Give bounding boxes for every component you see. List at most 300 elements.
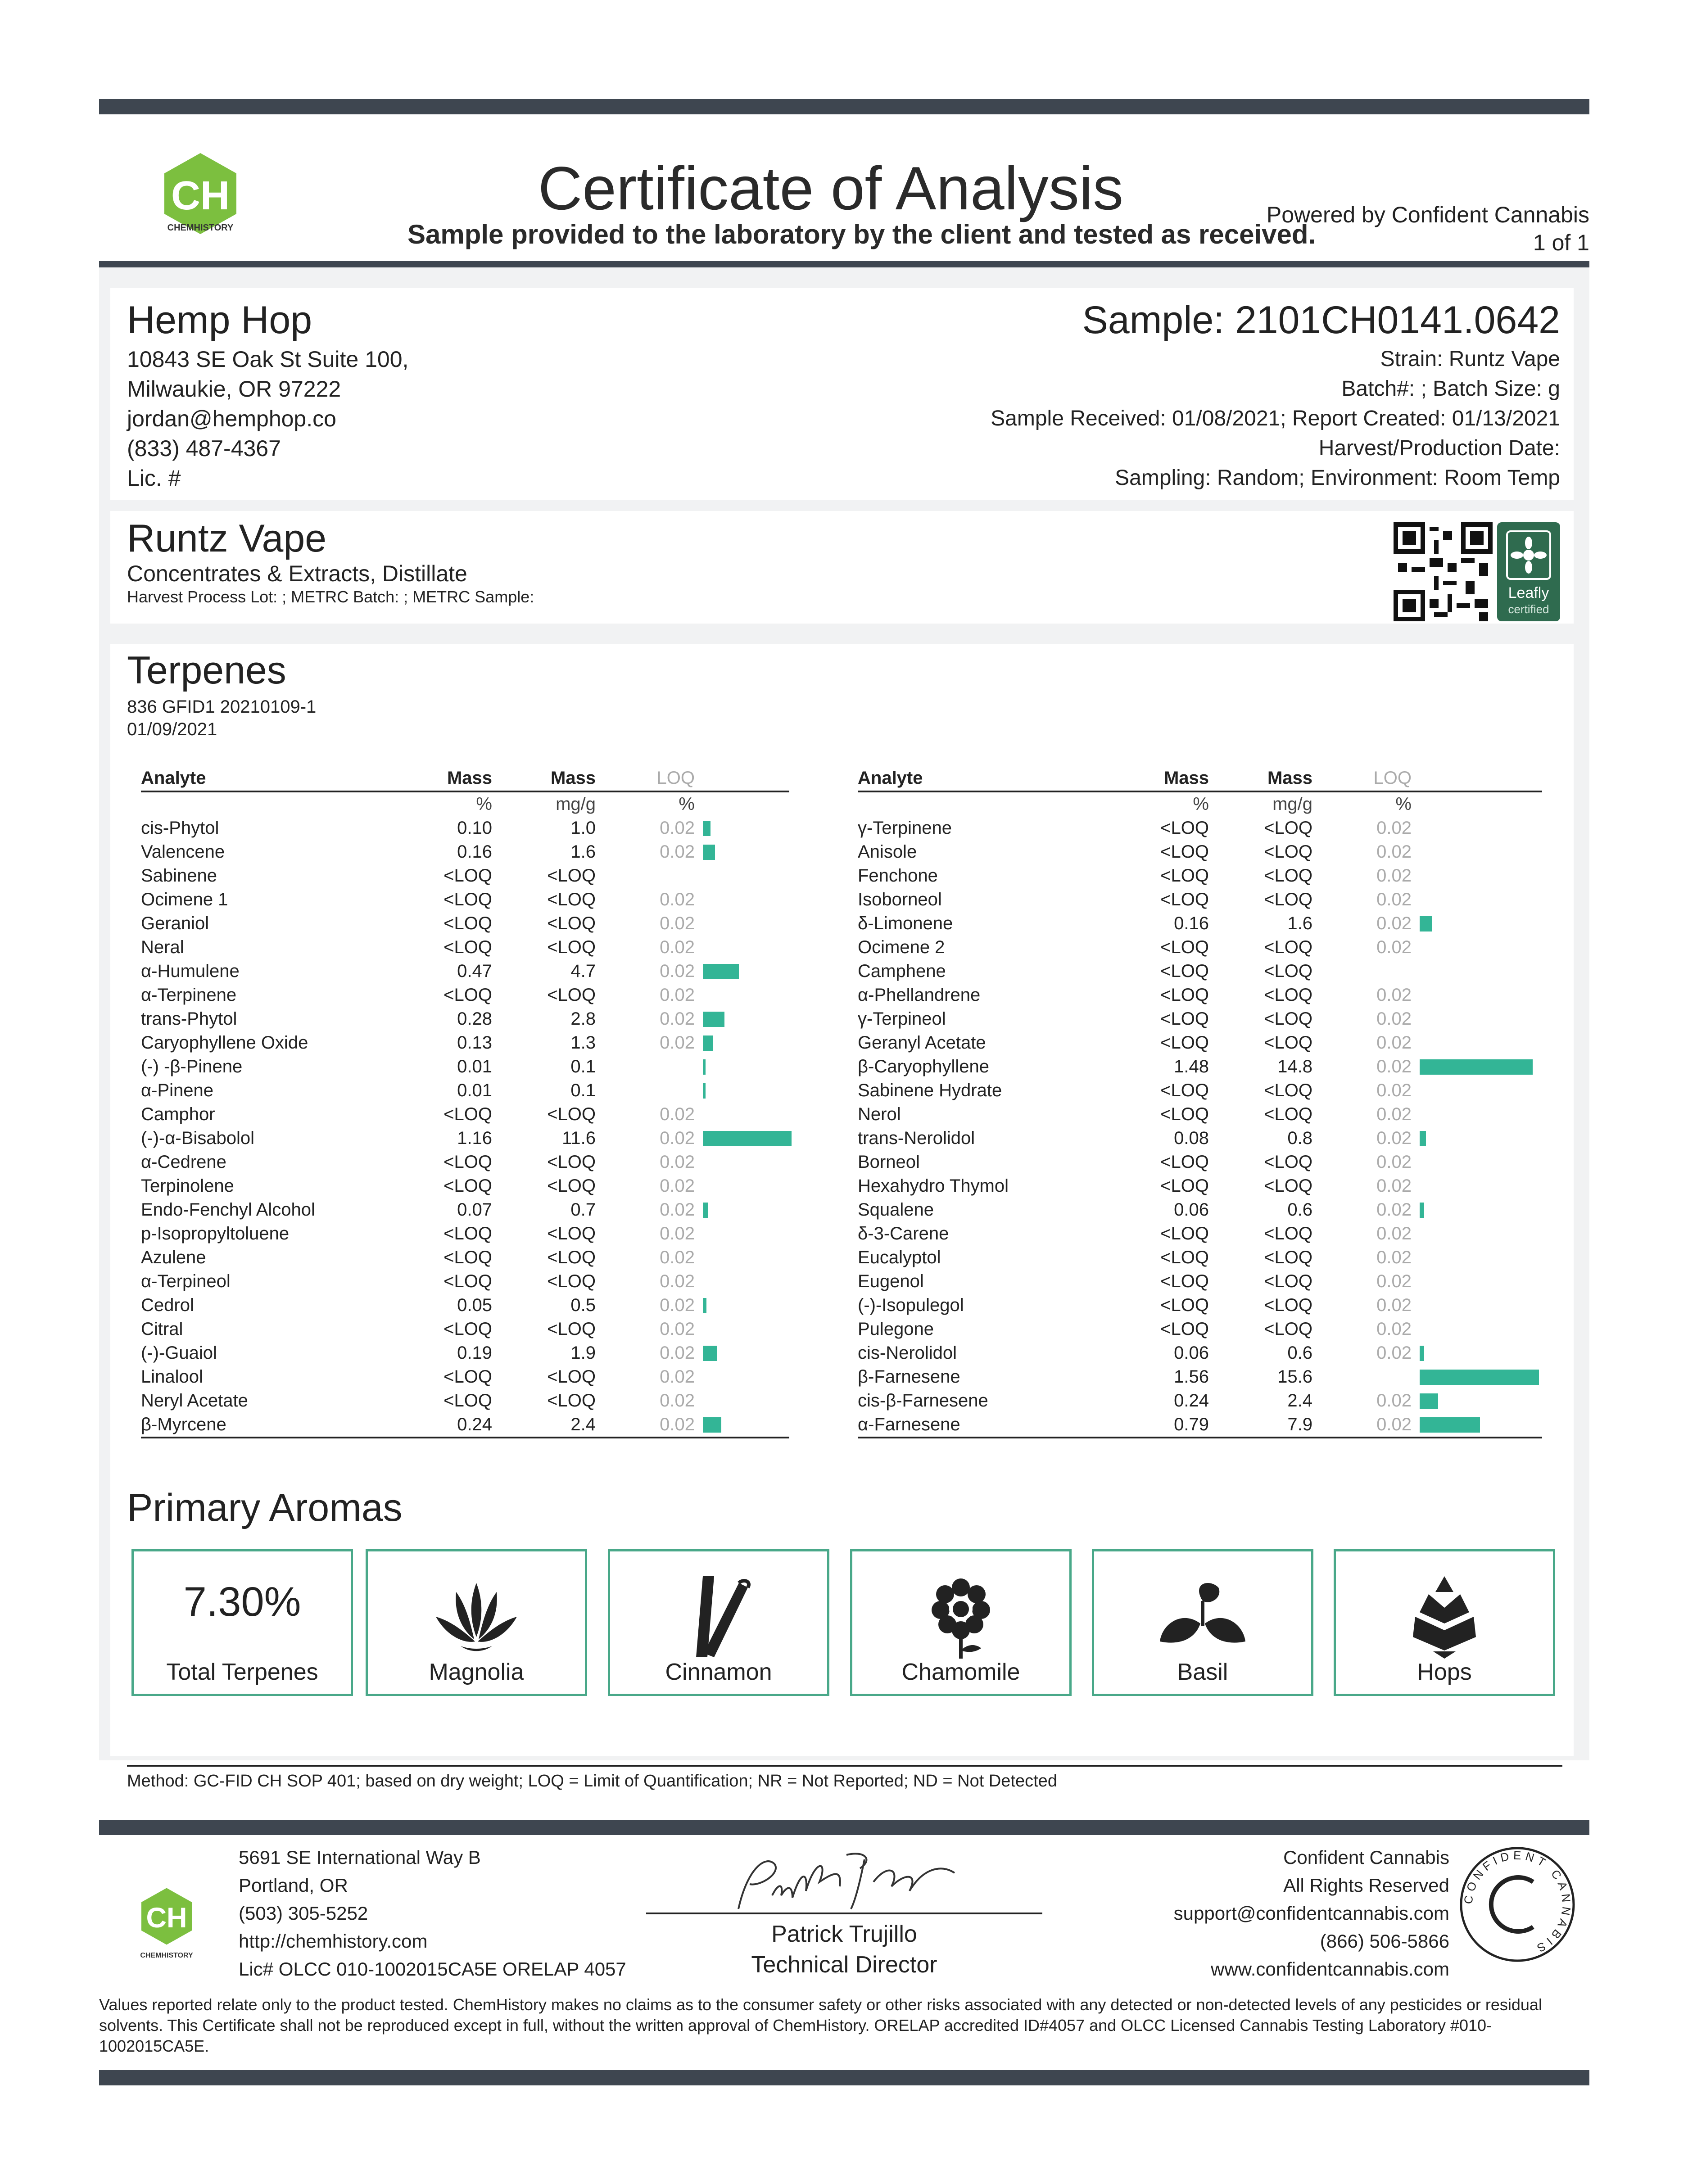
- col-bar: [695, 765, 789, 791]
- mass-mgg: <LOQ: [1264, 961, 1312, 981]
- table-row: [858, 816, 1542, 840]
- bar-cell: [695, 816, 789, 840]
- unit-cell: [141, 791, 420, 816]
- analyte-name: trans-Phytol: [141, 1009, 237, 1029]
- table-row: [141, 888, 789, 912]
- mass-percent: 0.79: [1137, 1413, 1209, 1438]
- table-row: [141, 840, 789, 864]
- chemhistory-logo: [158, 151, 243, 250]
- loq-value: 0.02: [660, 1104, 695, 1124]
- chemhistory-footer-logo: [135, 1886, 198, 1963]
- loq-value: 0.02: [1376, 1200, 1412, 1220]
- client-phone: (833) 487-4367: [127, 436, 281, 461]
- analyte-name: trans-Nerolidol: [858, 1128, 975, 1148]
- bar-cell: [1412, 1413, 1542, 1438]
- bar-cell: [695, 983, 789, 1007]
- mass-percent: <LOQ: [1160, 890, 1209, 909]
- top-rule: [99, 99, 1589, 114]
- mass-percent: <LOQ: [1160, 1224, 1209, 1243]
- table-row: [858, 1341, 1542, 1365]
- table-row: [858, 1389, 1542, 1413]
- table-row: [858, 1031, 1542, 1055]
- terpene-bar: [1420, 1203, 1424, 1218]
- analyte-name: Neral: [141, 937, 184, 957]
- table-row: [858, 1055, 1542, 1079]
- lab-license: Lic# OLCC 010-1002015CA5E ORELAP 4057: [239, 1958, 626, 1980]
- table-row: [858, 936, 1542, 959]
- aroma-label-hops: Hops: [1417, 1659, 1472, 1685]
- analyte-name: β-Farnesene: [858, 1367, 960, 1387]
- bar-cell: [1412, 1079, 1542, 1103]
- analyte-name: Caryophyllene Oxide: [141, 1033, 308, 1053]
- mass-percent: 0.05: [457, 1295, 492, 1315]
- loq-value: 0.02: [1376, 1248, 1412, 1267]
- aroma-box-magnolia: [366, 1549, 587, 1696]
- svg-text:CH: CH: [146, 1902, 187, 1934]
- analyte-name: Hexahydro Thymol: [858, 1176, 1009, 1196]
- mass-mgg: 0.1: [570, 1057, 596, 1076]
- chemhistory-hexagon-small-icon: [135, 1886, 198, 1949]
- mass-percent: 0.24: [1174, 1391, 1209, 1411]
- loq-value: 0.02: [660, 913, 695, 933]
- svg-text:CONFIDENT CANNABIS: CONFIDENT CANNABIS: [1461, 1848, 1574, 1957]
- hops-icon: [1397, 1574, 1492, 1659]
- bar-cell: [1412, 816, 1542, 840]
- table-row: [141, 983, 789, 1007]
- lab-address-line2: Portland, OR: [239, 1875, 348, 1896]
- sample-sampling: Sampling: Random; Environment: Room Temp: [1115, 466, 1560, 490]
- table-row: [858, 1413, 1542, 1438]
- bar-cell: [1412, 864, 1542, 888]
- mass-percent: 0.06: [1174, 1343, 1209, 1363]
- mass-percent: 0.16: [1174, 913, 1209, 933]
- terpene-bar: [703, 1059, 706, 1075]
- analyte-name: Citral: [141, 1319, 183, 1339]
- loq-value: 0.02: [1376, 1391, 1412, 1411]
- unit-cell: %: [679, 794, 695, 814]
- table-row: [858, 1317, 1542, 1341]
- unit-cell: mg/g: [556, 794, 596, 814]
- mass-mgg: <LOQ: [547, 913, 596, 933]
- bar-cell: [695, 1055, 789, 1079]
- loq-value: 0.02: [660, 985, 695, 1005]
- mass-percent: <LOQ: [443, 937, 492, 957]
- analyte-name: α-Farnesene: [858, 1413, 1137, 1438]
- bar-cell: [695, 1007, 789, 1031]
- loq-value: 0.02: [1376, 866, 1412, 886]
- analyte-name: Pulegone: [858, 1319, 934, 1339]
- mass-mgg: 1.9: [570, 1343, 596, 1363]
- aroma-label-magnolia: Magnolia: [429, 1659, 524, 1685]
- analyte-name: Fenchone: [858, 866, 938, 886]
- mass-mgg: <LOQ: [547, 937, 596, 957]
- terpene-bar: [703, 1083, 706, 1099]
- bar-cell: [695, 1413, 789, 1438]
- loq-value: 0.02: [1376, 937, 1412, 957]
- table-row: [858, 1365, 1542, 1389]
- terpenes-table-right: [858, 765, 1542, 1438]
- loq-value: 0.02: [1376, 818, 1412, 838]
- product-category: Concentrates & Extracts, Distillate: [127, 561, 467, 586]
- loq-value: 0.02: [1376, 1224, 1412, 1243]
- lab-website-link[interactable]: http://chemhistory.com: [239, 1931, 428, 1952]
- bar-cell: [695, 1126, 789, 1150]
- mass-percent: <LOQ: [1160, 1152, 1209, 1172]
- loq-value: 0.02: [660, 1176, 695, 1196]
- terpene-bar: [1420, 1370, 1539, 1385]
- mass-percent: 0.19: [457, 1343, 492, 1363]
- analyte-name: Borneol: [858, 1152, 920, 1172]
- table-row: [858, 1246, 1542, 1270]
- analyte-name: γ-Terpinene: [858, 818, 952, 838]
- table-row: [141, 1031, 789, 1055]
- terpene-bar: [1420, 1131, 1426, 1146]
- bar-cell: [695, 1293, 789, 1317]
- bar-cell: [1412, 1293, 1542, 1317]
- loq-value: 0.02: [660, 1271, 695, 1291]
- analyte-name: Valencene: [141, 842, 225, 862]
- bar-cell: [1412, 1055, 1542, 1079]
- mass-mgg: <LOQ: [1264, 1271, 1312, 1291]
- analyte-name: δ-3-Carene: [858, 1224, 949, 1243]
- mass-mgg: <LOQ: [1264, 1033, 1312, 1053]
- bar-cell: [695, 1246, 789, 1270]
- signature-line: [646, 1913, 1042, 1914]
- signer-name: Patrick Trujillo: [771, 1921, 917, 1947]
- table-row: [141, 1341, 789, 1365]
- method-rule: [127, 1765, 1562, 1767]
- signer-title: Technical Director: [751, 1952, 937, 1978]
- cc-name: Confident Cannabis: [1283, 1847, 1449, 1868]
- bar-cell: [1412, 983, 1542, 1007]
- terpene-bar: [703, 1346, 717, 1361]
- loq-value: 0.02: [660, 1295, 695, 1315]
- table-row: [141, 1317, 789, 1341]
- page-title: Certificate of Analysis: [538, 154, 1124, 222]
- mass-percent: <LOQ: [443, 1152, 492, 1172]
- loq-value: 0.02: [1376, 1081, 1412, 1100]
- total-terpenes-value: 7.30%: [183, 1579, 301, 1625]
- analyte-name: Linalool: [141, 1367, 203, 1387]
- mass-mgg: <LOQ: [1264, 890, 1312, 909]
- mass-percent: 1.48: [1174, 1057, 1209, 1076]
- client-license: Lic. #: [127, 466, 181, 491]
- lab-address-line1: 5691 SE International Way B: [239, 1847, 481, 1868]
- col-analyte: Analyte: [141, 765, 420, 791]
- mass-mgg: <LOQ: [547, 1271, 596, 1291]
- analyte-name: α-Pinene: [141, 1081, 213, 1100]
- aroma-label-cinnamon: Cinnamon: [665, 1659, 772, 1685]
- mass-mgg: 7.9: [1209, 1413, 1312, 1438]
- table-row: [141, 1222, 789, 1246]
- mass-percent: 0.01: [457, 1057, 492, 1076]
- terpene-bar: [703, 1012, 724, 1027]
- mass-percent: 0.28: [457, 1009, 492, 1029]
- unit-cell: mg/g: [1272, 794, 1312, 814]
- terpene-bar: [1420, 1059, 1533, 1075]
- mass-mgg: <LOQ: [1264, 1081, 1312, 1100]
- bar-cell: [1412, 1126, 1542, 1150]
- bar-cell: [1412, 1270, 1542, 1293]
- analyte-name: Squalene: [858, 1200, 934, 1220]
- table-row: [141, 959, 789, 983]
- table-row: [141, 936, 789, 959]
- mass-percent: 0.01: [457, 1081, 492, 1100]
- analyte-name: Eucalyptol: [858, 1248, 941, 1267]
- page-number: 1 of 1: [1533, 230, 1589, 255]
- loq-value: 0.02: [660, 842, 695, 862]
- mass-percent: 0.07: [457, 1200, 492, 1220]
- analyte-name: (-) -β-Pinene: [141, 1057, 243, 1076]
- loq-value: 0.02: [660, 890, 695, 909]
- mass-mgg: <LOQ: [1264, 985, 1312, 1005]
- mass-percent: <LOQ: [443, 866, 492, 886]
- table-row: [141, 864, 789, 888]
- table-row: [141, 1126, 789, 1150]
- aroma-box-hops: [1334, 1549, 1555, 1696]
- loq-value: 0.02: [1312, 1413, 1412, 1438]
- mass-mgg: 0.6: [1287, 1200, 1312, 1220]
- analyte-name: Sabinene Hydrate: [858, 1081, 1002, 1100]
- analyte-name: p-Isopropyltoluene: [141, 1224, 290, 1243]
- mass-mgg: 4.7: [570, 961, 596, 981]
- sample-strain: Strain: Runtz Vape: [1380, 347, 1560, 371]
- product-card: [110, 511, 1574, 624]
- mass-percent: 0.13: [457, 1033, 492, 1053]
- loq-value: 0.02: [1376, 1295, 1412, 1315]
- table-row: [141, 1174, 789, 1198]
- loq-value: 0.02: [1376, 1176, 1412, 1196]
- signature-image: [729, 1841, 964, 1918]
- bar-cell: [695, 1174, 789, 1198]
- mass-mgg: <LOQ: [1264, 1176, 1312, 1196]
- leafly-caption: certified: [1508, 602, 1549, 616]
- loq-value: 0.02: [660, 1033, 695, 1053]
- mass-percent: 0.10: [457, 818, 492, 838]
- loq-value: 0.02: [660, 1152, 695, 1172]
- mass-mgg: 11.6: [562, 1128, 596, 1148]
- loq-value: 0.02: [660, 1319, 695, 1339]
- units-row: [858, 791, 1542, 816]
- analyte-name: Geraniol: [141, 913, 209, 933]
- mass-mgg: <LOQ: [1264, 1319, 1312, 1339]
- loq-value: 0.02: [1376, 913, 1412, 933]
- analyte-name: α-Phellandrene: [858, 985, 981, 1005]
- loq-value: 0.02: [660, 1009, 695, 1029]
- mass-mgg: <LOQ: [547, 1367, 596, 1387]
- aroma-box-chamomile: [850, 1549, 1072, 1696]
- cc-website-link[interactable]: www.confidentcannabis.com: [1211, 1958, 1449, 1980]
- analyte-name: (-)-Isopulegol: [858, 1295, 964, 1315]
- page-subtitle: Sample provided to the laboratory by the client and tested as received.: [407, 219, 1316, 249]
- analyte-name: cis-Nerolidol: [858, 1343, 957, 1363]
- table-row: [141, 1270, 789, 1293]
- bar-cell: [695, 1341, 789, 1365]
- mass-percent: <LOQ: [1160, 1104, 1209, 1124]
- analyte-name: Terpinolene: [141, 1176, 234, 1196]
- table-row: [858, 1150, 1542, 1174]
- bar-cell: [695, 864, 789, 888]
- terpenes-table-left: [141, 765, 789, 1438]
- loq-value: 0.02: [1376, 1152, 1412, 1172]
- terpene-bar: [1420, 1393, 1438, 1409]
- table-row: [858, 1198, 1542, 1222]
- bar-cell: [1412, 1150, 1542, 1174]
- footer-logo-caption: CHEMHISTORY: [140, 1952, 193, 1959]
- mass-mgg: 2.8: [570, 1009, 596, 1029]
- mass-percent: <LOQ: [1160, 1248, 1209, 1267]
- mass-mgg: <LOQ: [547, 1152, 596, 1172]
- mass-percent: <LOQ: [443, 1104, 492, 1124]
- terpenes-heading: Terpenes: [127, 649, 286, 692]
- mass-percent: <LOQ: [443, 890, 492, 909]
- bar-cell: [695, 1270, 789, 1293]
- loq-value: 0.02: [1376, 1128, 1412, 1148]
- mass-mgg: <LOQ: [1264, 937, 1312, 957]
- bar-cell: [1412, 1246, 1542, 1270]
- analyte-name: γ-Terpineol: [858, 1009, 946, 1029]
- mass-mgg: 0.6: [1287, 1343, 1312, 1363]
- mass-mgg: <LOQ: [1264, 1152, 1312, 1172]
- mass-percent: 1.56: [1174, 1367, 1209, 1387]
- mass-percent: <LOQ: [443, 1224, 492, 1243]
- bar-cell: [695, 1031, 789, 1055]
- bar-cell: [695, 888, 789, 912]
- loq-value: 0.02: [1376, 1057, 1412, 1076]
- product-name: Runtz Vape: [127, 517, 327, 560]
- loq-value: 0.02: [660, 1367, 695, 1387]
- bar-cell: [695, 1079, 789, 1103]
- bar-cell: [1412, 936, 1542, 959]
- loq-value: 0.02: [1376, 890, 1412, 909]
- loq-value: 0.02: [1376, 1271, 1412, 1291]
- loq-value: 0.02: [1376, 1319, 1412, 1339]
- mass-mgg: <LOQ: [1264, 1104, 1312, 1124]
- bar-cell: [1412, 888, 1542, 912]
- table-row: [141, 1055, 789, 1079]
- table-row: [858, 1126, 1542, 1150]
- analyte-name: Ocimene 2: [858, 937, 945, 957]
- col-loq: LOQ: [596, 765, 695, 791]
- client-email: jordan@hemphop.co: [127, 406, 336, 431]
- mass-percent: <LOQ: [443, 1367, 492, 1387]
- table-row: [141, 816, 789, 840]
- loq-value: 0.02: [596, 1413, 695, 1438]
- table-row: [141, 1007, 789, 1031]
- analyte-name: Camphene: [858, 961, 946, 981]
- units-row: [141, 791, 789, 816]
- bar-cell: [695, 1222, 789, 1246]
- mass-mgg: 0.8: [1287, 1128, 1312, 1148]
- mass-mgg: <LOQ: [1264, 866, 1312, 886]
- aromas-heading: Primary Aromas: [127, 1486, 403, 1529]
- mass-percent: 0.06: [1174, 1200, 1209, 1220]
- bar-cell: [1412, 1031, 1542, 1055]
- bar-cell: [1412, 1007, 1542, 1031]
- table-row: [858, 888, 1542, 912]
- mass-mgg: <LOQ: [547, 1391, 596, 1411]
- mass-mgg: <LOQ: [547, 866, 596, 886]
- loq-value: 0.02: [660, 1248, 695, 1267]
- loq-value: 0.02: [1376, 1009, 1412, 1029]
- qr-code-icon: [1394, 522, 1493, 621]
- mass-mgg: <LOQ: [1264, 818, 1312, 838]
- chamomile-icon: [914, 1574, 1008, 1659]
- loq-value: 0.02: [660, 961, 695, 981]
- table-row: [141, 1365, 789, 1389]
- mass-mgg: 0.5: [570, 1295, 596, 1315]
- table-row: [858, 1222, 1542, 1246]
- sample-dates: Sample Received: 01/08/2021; Report Created: 01/13/2021: [991, 407, 1560, 430]
- table-row: [141, 1150, 789, 1174]
- table-row: [858, 1103, 1542, 1126]
- analyte-name: (-)-α-Bisabolol: [141, 1128, 255, 1148]
- col-analyte: Analyte: [858, 765, 1137, 791]
- loq-value: [1312, 959, 1412, 983]
- mass-mgg: 1.6: [1287, 913, 1312, 933]
- bottom-rule: [99, 2070, 1589, 2085]
- bar-cell: [1412, 912, 1542, 936]
- method-note: Method: GC-FID CH SOP 401; based on dry weight; LOQ = Limit of Quantification; NR = Not Reported; ND = Not Detected: [127, 1772, 1057, 1791]
- analyte-name: δ-Limonene: [858, 913, 953, 933]
- loq-value: 0.02: [1376, 1104, 1412, 1124]
- table-row: [858, 1079, 1542, 1103]
- aroma-label-basil: Basil: [1177, 1659, 1228, 1685]
- analyte-name: (-)-Guaiol: [141, 1343, 217, 1363]
- table-row: [858, 840, 1542, 864]
- col-loq: LOQ: [1312, 765, 1412, 791]
- loq-value: 0.02: [1376, 842, 1412, 862]
- unit-cell: [858, 791, 1137, 816]
- bar-cell: [1412, 959, 1542, 983]
- client-card: [110, 288, 1574, 500]
- analyte-name: β-Caryophyllene: [858, 1057, 990, 1076]
- analyte-name: Sabinene: [141, 866, 217, 886]
- loq-value: 0.02: [660, 818, 695, 838]
- loq-value: 0.02: [660, 1224, 695, 1243]
- loq-value: [596, 864, 695, 888]
- mass-mgg: <LOQ: [547, 890, 596, 909]
- aroma-box-cinnamon: [608, 1549, 829, 1696]
- sample-batch: Batch#: ; Batch Size: g: [1341, 377, 1560, 401]
- analyte-name: α-Terpinene: [141, 985, 237, 1005]
- mass-mgg: 2.4: [1287, 1391, 1312, 1411]
- mass-percent: <LOQ: [1160, 1033, 1209, 1053]
- table-row: [141, 1079, 789, 1103]
- mass-percent: <LOQ: [443, 985, 492, 1005]
- mass-percent: <LOQ: [443, 1391, 492, 1411]
- terpene-bar: [703, 964, 739, 979]
- mass-mgg: 2.4: [492, 1413, 596, 1438]
- bar-cell: [695, 912, 789, 936]
- analyte-name: α-Terpineol: [141, 1271, 231, 1291]
- bar-cell: [1412, 1389, 1542, 1413]
- mass-percent: 0.16: [457, 842, 492, 862]
- analyte-name: Camphor: [141, 1104, 215, 1124]
- analyte-name: α-Humulene: [141, 961, 240, 981]
- cc-support-email[interactable]: support@confidentcannabis.com: [1173, 1903, 1449, 1924]
- client-address-line2: Milwaukie, OR 97222: [127, 376, 341, 402]
- basil-icon: [1155, 1574, 1250, 1659]
- aroma-label-chamomile: Chamomile: [901, 1659, 1020, 1685]
- table-row: [858, 983, 1542, 1007]
- mass-mgg: 15.6: [1277, 1367, 1312, 1387]
- analyte-name: β-Myrcene: [141, 1413, 420, 1438]
- loq-value: [1312, 1365, 1412, 1389]
- mass-percent: <LOQ: [1160, 866, 1209, 886]
- mass-percent: <LOQ: [443, 1248, 492, 1267]
- mass-mgg: <LOQ: [1264, 842, 1312, 862]
